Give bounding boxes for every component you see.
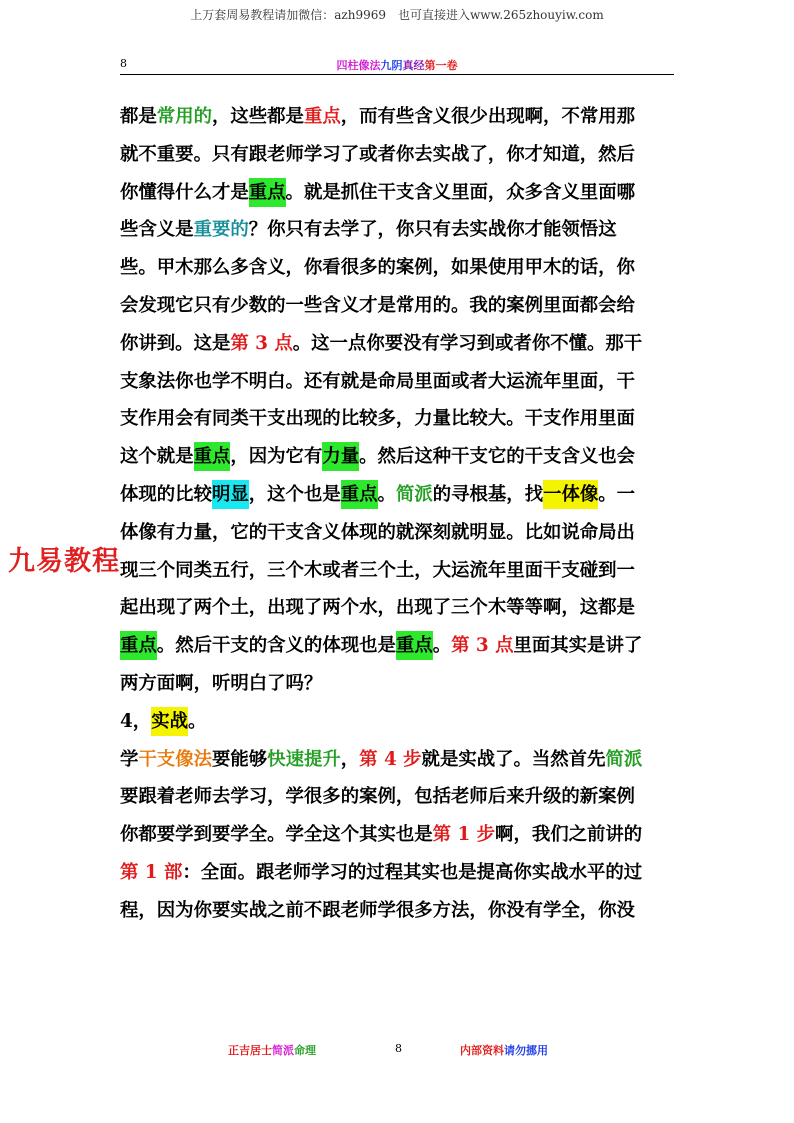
text-line <box>120 476 675 514</box>
header-title-part: 四柱像法 <box>336 59 381 72</box>
emphasis-span: 重点 <box>396 631 433 660</box>
text-span: 你懂得什么才是 <box>120 181 249 203</box>
text-line <box>120 741 675 779</box>
emphasis-span: 第 4 步 <box>359 748 422 770</box>
footer-left-part: 命理 <box>294 1044 316 1057</box>
text-line <box>120 211 675 249</box>
emphasis-span: 重点 <box>341 480 378 509</box>
text-line <box>120 249 675 287</box>
text-line <box>120 438 675 476</box>
text-span: 。 <box>187 710 207 732</box>
text-span: 现三个同类五行，三个木或者三个土，大运流年里面干支碰到一 <box>120 559 635 581</box>
header-rule <box>120 74 674 75</box>
header-title-part: 第一卷 <box>424 59 458 72</box>
text-span: 这个就是 <box>120 446 194 468</box>
text-line <box>120 854 675 892</box>
text-line <box>120 174 675 212</box>
text-line <box>120 589 675 627</box>
text-span: 。 <box>377 483 396 505</box>
emphasis-span: 重点 <box>194 442 231 471</box>
text-line <box>120 287 675 325</box>
text-span: 体像有力量，它的干支含义体现的就深刻就明显。比如说命局出 <box>120 521 635 543</box>
text-span: 你讲到。这是 <box>120 332 231 354</box>
text-span: 会发现它只有少数的一些含义才是常用的。我的案例里面都会给 <box>120 294 635 316</box>
footer-left-part: 简派 <box>272 1044 294 1057</box>
emphasis-span: 快速提升 <box>267 748 341 770</box>
text-span: 都是 <box>120 106 157 127</box>
text-span: 起出现了两个土，出现了两个水，出现了三个木等等啊，这都是 <box>120 597 635 619</box>
emphasis-span: 第 3 点 <box>451 635 514 657</box>
emphasis-span: 重要的 <box>193 219 249 241</box>
header-title <box>0 57 794 73</box>
text-span: 体现的比较 <box>120 483 212 505</box>
emphasis-span: 第 1 步 <box>432 824 496 846</box>
footer-right <box>460 1042 548 1058</box>
text-span: 4， <box>120 710 152 732</box>
emphasis-span: 常用的 <box>156 106 212 127</box>
text-span: ：全面。跟老师学习的过程其实也是提高你实战水平的过 <box>182 861 643 883</box>
text-span: ？你只有去学了，你只有去实战你才能领悟这 <box>248 219 617 241</box>
footer-page-number: 8 <box>395 1042 402 1055</box>
emphasis-span: 明显 <box>212 480 249 509</box>
emphasis-span: 实战 <box>151 707 188 736</box>
text-line <box>120 363 675 401</box>
document-body <box>120 98 675 930</box>
text-span: 。然后干支的含义的体现也是 <box>156 635 396 657</box>
text-span: ，而有些含义很少出现啊，不常用那 <box>340 106 636 127</box>
text-span: 你都要学到要学全。学全这个其实也是 <box>120 824 433 846</box>
text-span: 要能够 <box>211 748 268 770</box>
text-span: 的寻根基，找 <box>432 483 544 505</box>
text-line <box>120 136 675 174</box>
emphasis-span: 干支像法 <box>138 748 212 770</box>
top-note: 上万套周易教程请加微信：azh9969 也可直接进入www.265zhouyiw.com <box>190 8 604 22</box>
emphasis-span: 力量 <box>322 442 359 471</box>
text-line <box>120 778 675 816</box>
header-title-part: 九阴 <box>380 59 403 72</box>
text-span: 学 <box>120 748 139 770</box>
text-line <box>120 892 675 930</box>
emphasis-span: 简派 <box>605 748 643 770</box>
text-line <box>120 816 675 854</box>
text-span: ，因为它有 <box>230 446 323 468</box>
footer-left-part: 正吉居士 <box>228 1044 272 1057</box>
emphasis-span: 重点 <box>303 106 341 127</box>
emphasis-span: 简派 <box>395 483 433 505</box>
header-title-part: 真经 <box>402 59 425 72</box>
emphasis-span: 重点 <box>249 178 286 207</box>
text-line <box>120 665 675 703</box>
text-line <box>120 552 675 590</box>
text-span: 就不重要。只有跟老师学习了或者你去实战了，你才知道，然后 <box>120 143 635 165</box>
text-line <box>120 627 675 665</box>
text-span: 。然后这种干支它的干支含义也会 <box>359 446 636 468</box>
text-span: ， <box>340 748 360 770</box>
text-span: 要跟着老师去学习，学很多的案例，包括老师后来升级的新案例 <box>120 786 635 808</box>
text-span: 程，因为你要实战之前不跟老师学很多方法，你没有学全，你没 <box>120 899 635 921</box>
text-span: 支象法你也学不明白。还有就是命局里面或者大运流年里面，干 <box>120 370 635 392</box>
text-span: 。 <box>432 635 452 657</box>
text-line <box>120 703 675 741</box>
emphasis-span: 一体像 <box>543 480 598 509</box>
emphasis-span: 第 1 部 <box>120 861 183 883</box>
text-span: 两方面啊，听明白了吗？ <box>120 672 323 694</box>
text-span: ，这个也是 <box>248 483 341 505</box>
text-line <box>120 400 675 438</box>
text-span: 些含义是 <box>120 219 194 241</box>
text-line <box>120 98 675 136</box>
footer-left <box>228 1042 316 1058</box>
header-page-number: 8 <box>120 57 127 70</box>
text-span: 就是实战了。当然首先 <box>421 748 606 770</box>
text-line <box>120 325 675 363</box>
emphasis-span: 重点 <box>120 631 157 660</box>
text-span: 支作用会有同类干支出现的比较多，力量比较大。干支作用里面 <box>120 408 635 430</box>
text-span: 。就是抓住干支含义里面，众多含义里面哪 <box>285 181 635 203</box>
text-span: ，这些都是 <box>211 106 304 127</box>
footer-right-part: 内部资料 <box>460 1044 504 1057</box>
text-span: 些。甲木那么多含义，你看很多的案例，如果使用甲木的话，你 <box>120 257 635 279</box>
emphasis-span: 第 3 点 <box>230 332 293 354</box>
text-span: 里面其实是讲了 <box>513 635 643 657</box>
text-line <box>120 514 675 552</box>
footer-right-part: 请勿挪用 <box>504 1044 548 1057</box>
text-span: 啊，我们之前讲的 <box>495 824 643 846</box>
watermark: 九易教程 <box>8 546 120 577</box>
text-span: 。这一点你要没有学习到或者你不懂。那干 <box>292 332 643 354</box>
text-span: 。一 <box>598 483 636 505</box>
